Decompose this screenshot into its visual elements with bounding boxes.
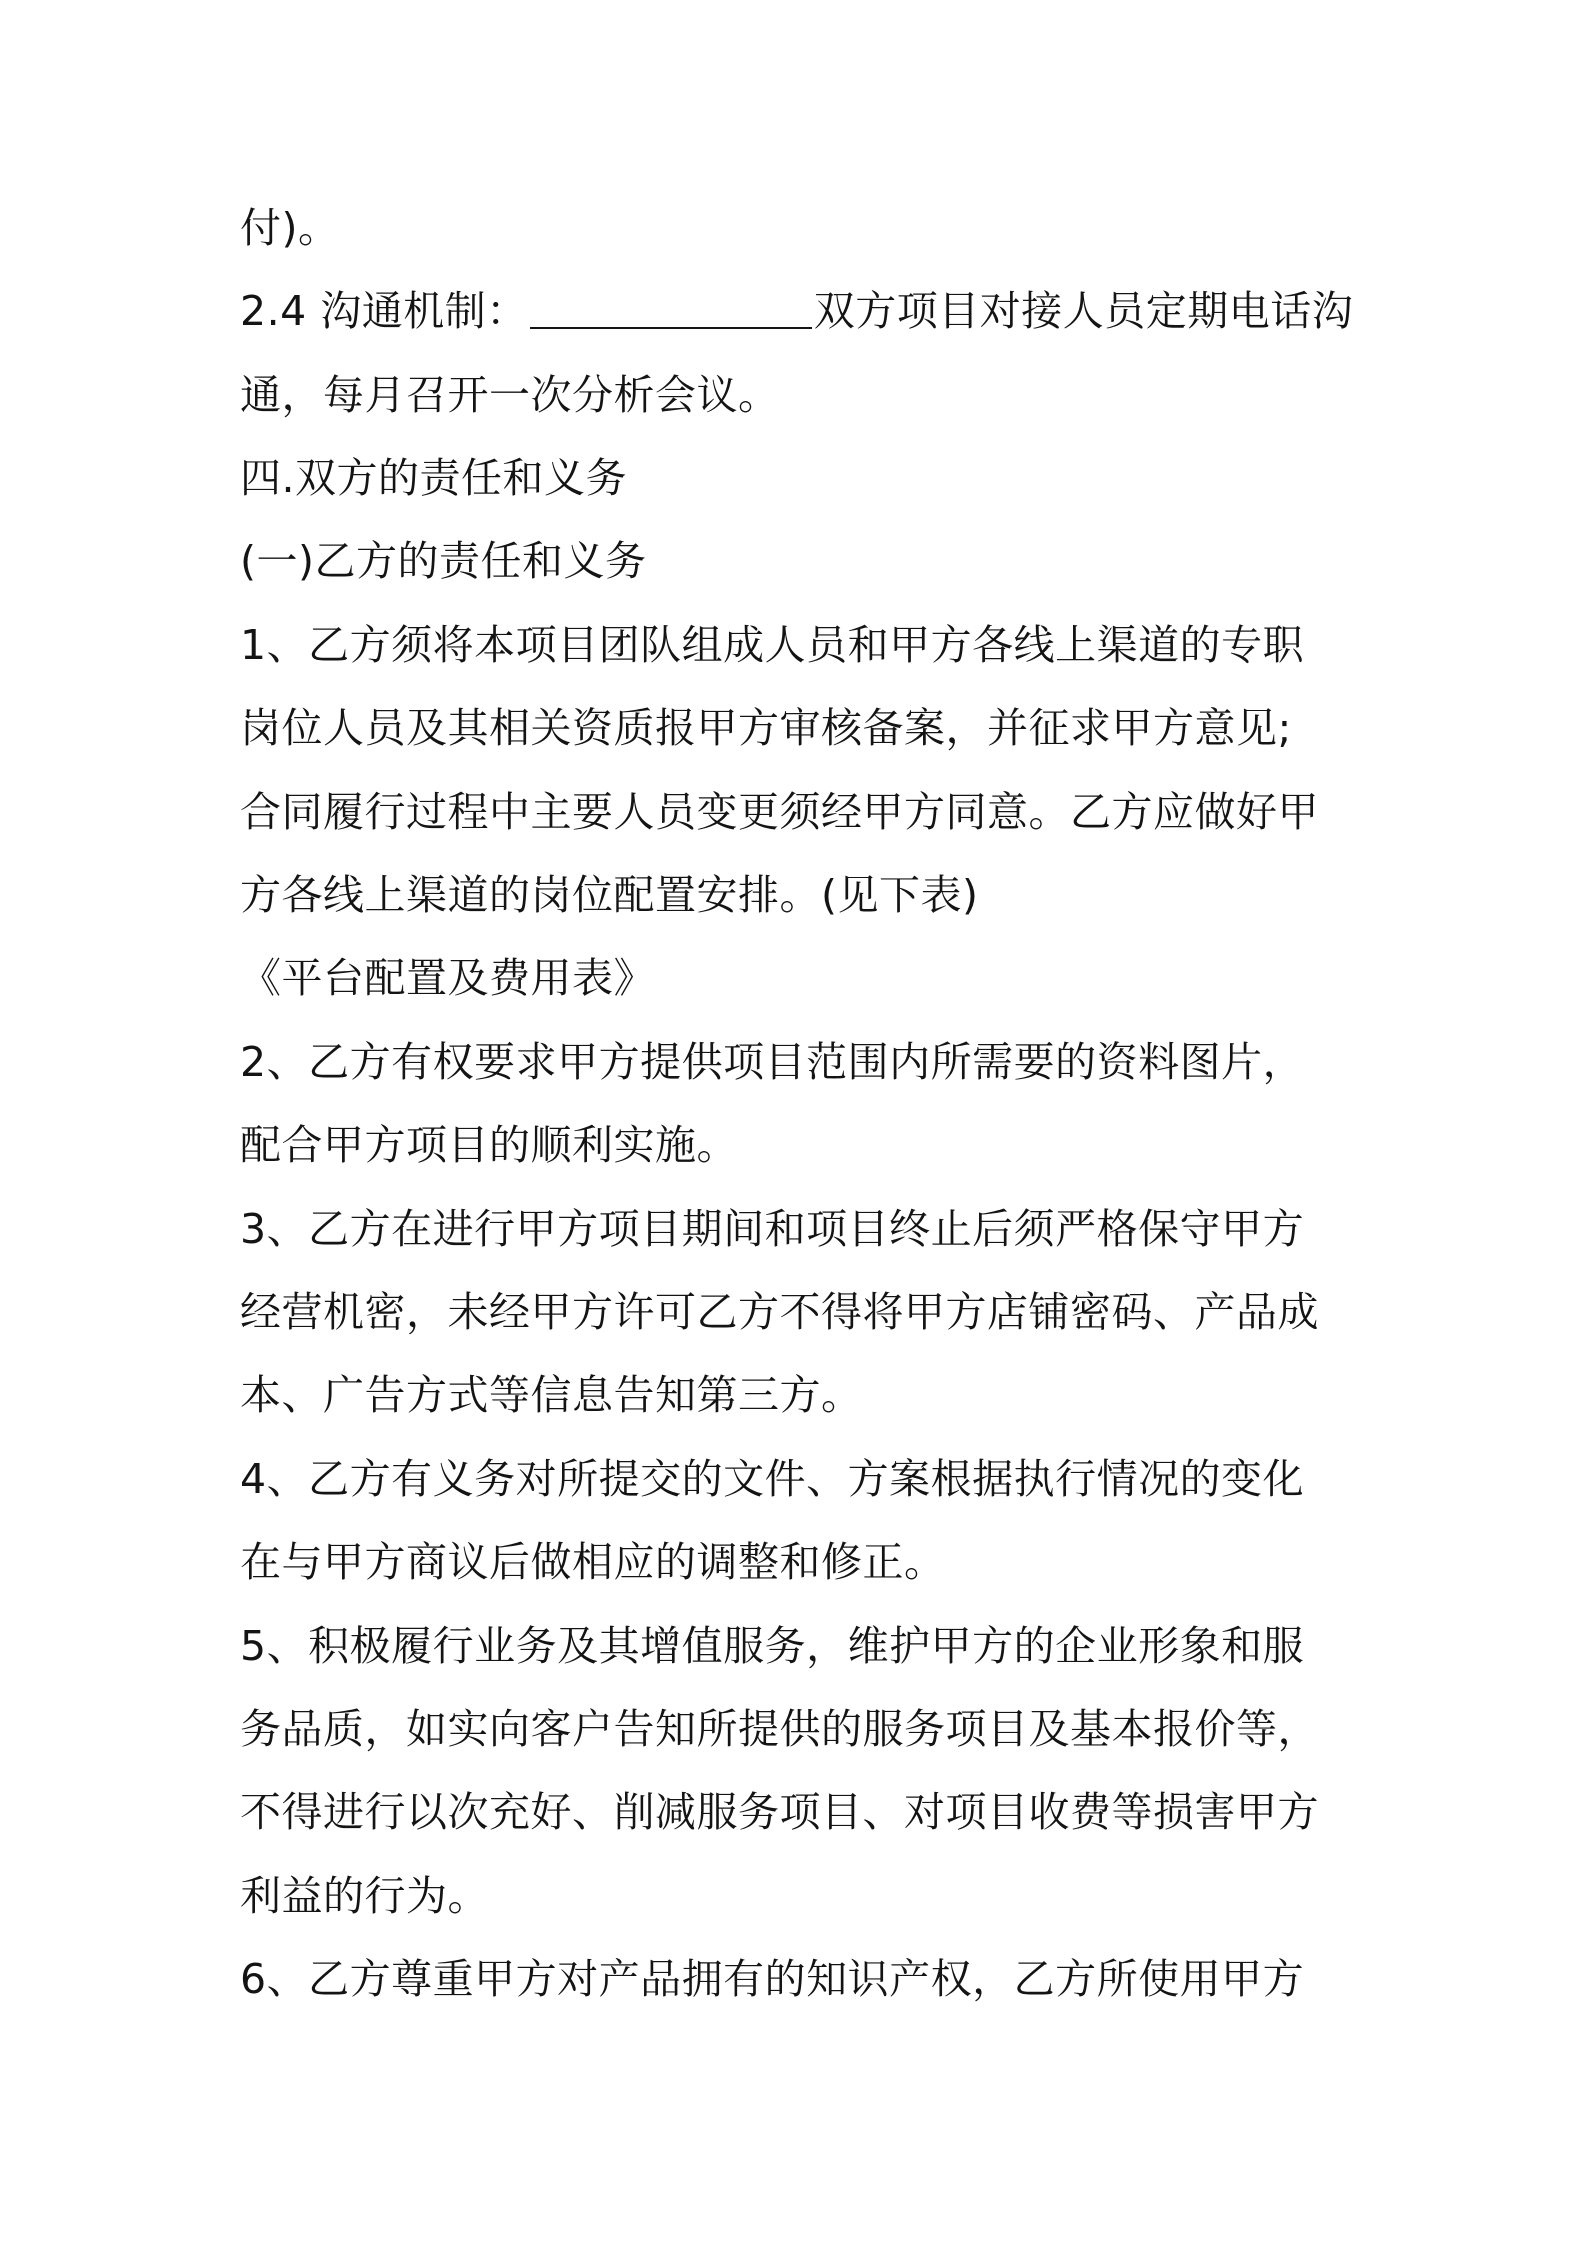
- text-segment: 双方项目对接人员定期电话沟: [813, 287, 1354, 335]
- text-line: 1、乙方须将本项目团队组成人员和甲方各线上渠道的专职: [240, 621, 1305, 669]
- fill-in-blank: [530, 287, 812, 329]
- text-line: 经营机密，未经甲方许可乙方不得将甲方店铺密码、产品成: [240, 1288, 1319, 1336]
- text-line: 6、乙方尊重甲方对产品拥有的知识产权，乙方所使用甲方: [240, 1955, 1305, 2003]
- text-line: 在与甲方商议后做相应的调整和修正。: [240, 1538, 946, 1586]
- text-line: 本、广告方式等信息告知第三方。: [240, 1371, 863, 1419]
- section-heading: 四.双方的责任和义务: [240, 454, 628, 502]
- text-line: 方各线上渠道的岗位配置安排。(见下表): [240, 871, 979, 919]
- text-line: 3、乙方在进行甲方项目期间和项目终止后须严格保守甲方: [240, 1205, 1305, 1253]
- text-line: 通，每月召开一次分析会议。: [240, 371, 780, 419]
- text-line: 务品质，如实向客户告知所提供的服务项目及基本报价等，: [240, 1705, 1319, 1753]
- text-line: 合同履行过程中主要人员变更须经甲方同意。乙方应做好甲: [240, 788, 1319, 836]
- text-line: 利益的行为。: [240, 1872, 489, 1920]
- text-line: 不得进行以次充好、削减服务项目、对项目收费等损害甲方: [240, 1788, 1319, 1836]
- text-line: 岗位人员及其相关资质报甲方审核备案，并征求甲方意见;: [240, 704, 1292, 752]
- text-line: 5、积极履行业务及其增值服务，维护甲方的企业形象和服: [240, 1622, 1305, 1670]
- text-line: [240, 269, 1360, 353]
- text-line: 付)。: [240, 204, 340, 252]
- text-line: 2、乙方有权要求甲方提供项目范围内所需要的资料图片，: [240, 1038, 1305, 1086]
- text-line: 配合甲方项目的顺利实施。: [240, 1121, 738, 1169]
- text-segment: 2.4 沟通机制：: [240, 287, 528, 335]
- text-line: 4、乙方有义务对所提交的文件、方案根据执行情况的变化: [240, 1455, 1305, 1503]
- subsection-heading: (一)乙方的责任和义务: [240, 537, 647, 585]
- table-reference: 《平台配置及费用表》: [240, 954, 655, 1002]
